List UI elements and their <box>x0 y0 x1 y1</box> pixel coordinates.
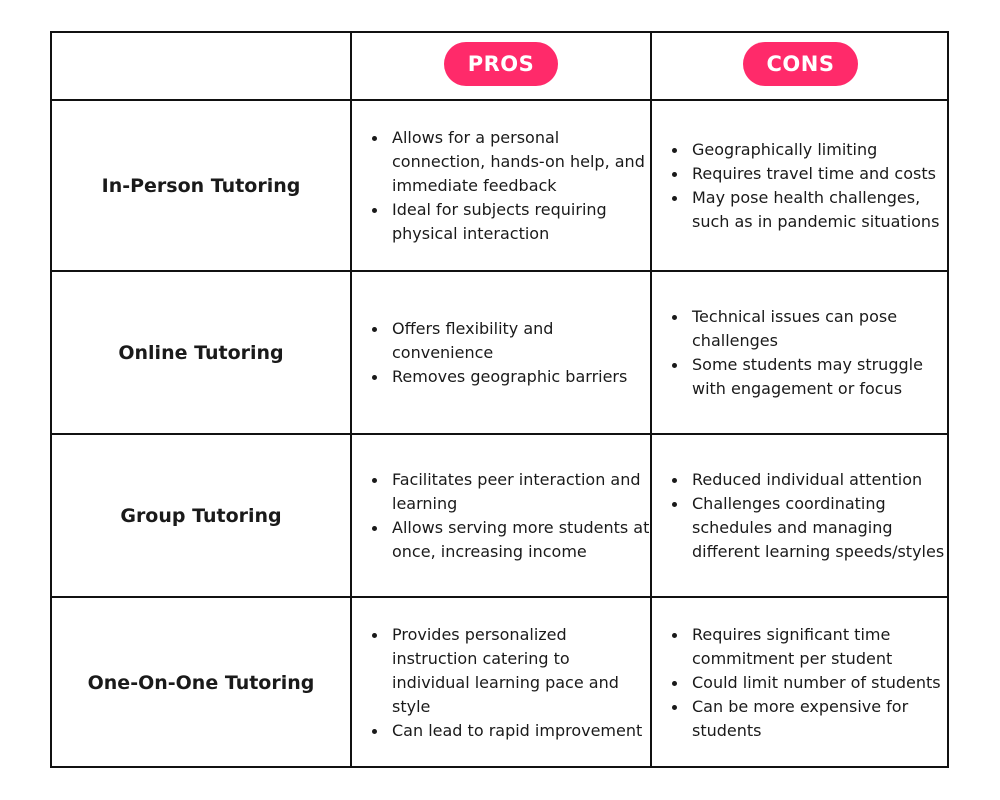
cons-cell-online <box>652 272 949 433</box>
cons-cell-group <box>652 435 949 596</box>
row-title-group: Group Tutoring <box>120 504 282 527</box>
row-title-in-person: In-Person Tutoring <box>101 174 301 197</box>
cons-item: Requires significant time commitment per student <box>652 623 949 671</box>
cons-item: Some students may struggle with engagement or focus <box>652 353 949 401</box>
cons-item: Reduced individual attention <box>652 468 949 492</box>
cons-header-badge: CONS <box>743 42 858 86</box>
row-title-online: Online Tutoring <box>118 341 284 364</box>
pros-item: Offers flexibility and convenience <box>352 317 650 365</box>
pros-cell-in-person <box>352 101 650 270</box>
pros-item: Allows serving more students at once, increasing income <box>352 516 650 564</box>
pros-item: Removes geographic barriers <box>352 365 650 389</box>
pros-item: Ideal for subjects requiring physical interaction <box>352 198 650 246</box>
pros-cell-group <box>352 435 650 596</box>
cons-item: May pose health challenges, such as in pandemic situations <box>652 186 949 234</box>
pros-item: Can lead to rapid improvement <box>352 719 650 743</box>
cons-item: Geographically limiting <box>652 138 949 162</box>
pros-item: Allows for a personal connection, hands-on help, and immediate feedback <box>352 126 650 198</box>
pros-header-badge: PROS <box>444 42 558 86</box>
cons-item: Can be more expensive for students <box>652 695 949 743</box>
pros-cell-online <box>352 272 650 433</box>
row-title-one-on-one: One-On-One Tutoring <box>87 672 315 694</box>
pros-cons-table <box>50 31 949 768</box>
cons-item: Technical issues can pose challenges <box>652 305 949 353</box>
cons-cell-one-on-one <box>652 598 949 768</box>
cons-item: Could limit number of students <box>652 671 949 695</box>
cons-item: Requires travel time and costs <box>652 162 949 186</box>
pros-item: Provides personalized instruction catering to individual learning pace and style <box>352 623 650 719</box>
pros-item: Facilitates peer interaction and learning <box>352 468 650 516</box>
cons-cell-in-person <box>652 101 949 270</box>
pros-cell-one-on-one <box>352 598 650 768</box>
cons-item: Challenges coordinating schedules and managing different learning speeds/styles <box>652 492 949 564</box>
